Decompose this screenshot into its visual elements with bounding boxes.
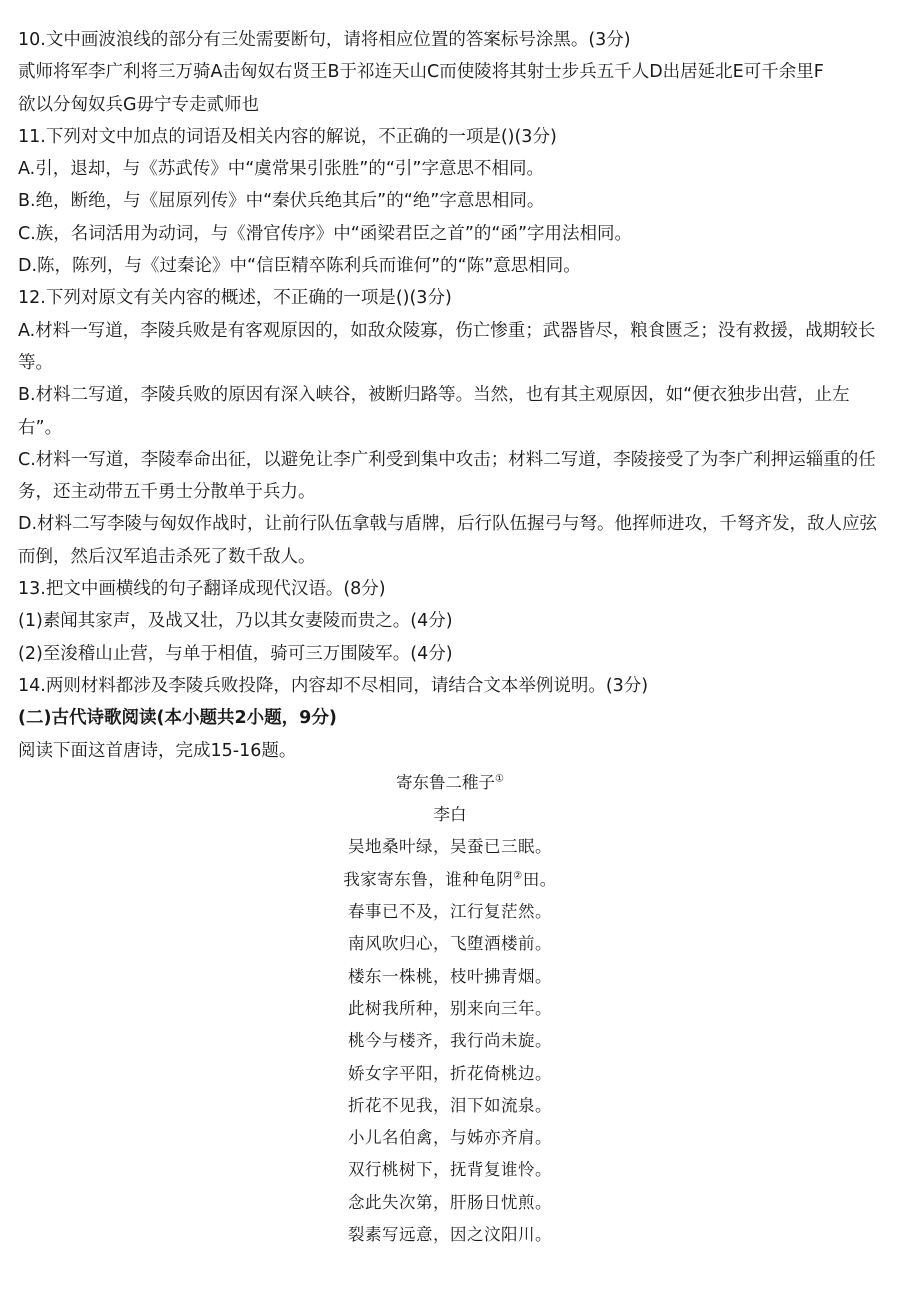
- poem-author: 李白: [433, 805, 467, 825]
- poem-line-2-footnote-mark: ②: [513, 870, 523, 882]
- question-13-sentence-1: (1)素闻其家声，及战又壮，乃以其女妻陵而贵之。(4分): [18, 611, 453, 632]
- question-12-option-a: A.材料一写道，李陵兵败是有客观原因的，如敌众陵寡，伤亡惨重；武器皆尽，粮食匮乏；没有救援，战期较长等。: [18, 320, 876, 373]
- poem-line-7: 桃今与楼齐，我行尚未旋。: [348, 1031, 552, 1051]
- question-11-stem: 11.下列对文中加点的词语及相关内容的解说，不正确的一项是()(3分): [18, 126, 557, 147]
- section-heading: (二)古代诗歌阅读(本小题共2小题，9分): [18, 708, 337, 729]
- poem-line-10: 小儿名伯禽，与姊亦齐肩。: [348, 1128, 552, 1148]
- poem-line-11: 双行桃树下，抚背复谁怜。: [348, 1160, 552, 1180]
- question-13-sentence-2: (2)至浚稽山止营，与单于相值，骑可三万围陵军。(4分): [18, 643, 453, 664]
- question-12-option-d: D.材料二写李陵与匈奴作战时，让前行队伍拿戟与盾牌，后行队伍握弓与弩。他挥师进攻，千弩齐发，敌人应弦而倒，然后汉军追击杀死了数千敌人。: [18, 514, 878, 567]
- poem-line-5: 楼东一株桃，枝叶拂青烟。: [348, 966, 552, 986]
- question-10-text-line-2: 欲以分匈奴兵G毋宁专走贰师也: [18, 94, 260, 115]
- poem-title-footnote-mark: ①: [495, 773, 504, 785]
- poem-line-12: 念此失次第，肝肠日忧煎。: [348, 1192, 552, 1212]
- question-10-stem: 10.文中画波浪线的部分有三处需要断句，请将相应位置的答案标号涂黑。(3分): [18, 30, 631, 50]
- poem-line-3: 春事已不及，江行复茫然。: [348, 902, 552, 922]
- poem-line-2: [18, 864, 882, 896]
- poem-line-13: 裂素写远意，因之汶阳川。: [348, 1224, 552, 1244]
- poem-line-6: 此树我所种，别来向三年。: [348, 998, 552, 1018]
- poem-title: [18, 767, 882, 799]
- question-11-option-c: C.族，名词活用为动词，与《滑官传序》中“函梁君臣之首”的“函”字用法相同。: [18, 223, 633, 244]
- question-12-option-c: C.材料一写道，李陵奉命出征，以避免让李广利受到集中攻击；材料二写道，李陵接受了为李广利押运辎重的任务，还主动带五千勇士分散单于兵力。: [18, 449, 876, 503]
- question-11-option-d: D.陈，陈列，与《过秦论》中“信臣精卒陈利兵而谁何”的“陈”意思相同。: [18, 256, 581, 277]
- question-13-stem: 13.把文中画横线的句子翻译成现代汉语。(8分): [18, 579, 386, 600]
- poem-line-9: 折花不见我，泪下如流泉。: [348, 1095, 552, 1115]
- section-intro: 阅读下面这首唐诗，完成15-16题。: [18, 740, 297, 761]
- question-10-text-line-1: 贰师将军李广利将三万骑A击匈奴右贤王B于祁连天山C而使陵将其射士步兵五千人D出居延北E可千余里F: [18, 62, 824, 83]
- poem-title-text: 寄东鲁二稚子: [396, 772, 496, 792]
- poem-line-2-part-b: 田。: [522, 869, 557, 889]
- poem-line-4: 南风吹归心，飞堕酒楼前。: [348, 934, 552, 954]
- poem-line-8: 娇女字平阳，折花倚桃边。: [348, 1063, 552, 1083]
- poem-line-1: 吴地桑叶绿，吴蚕已三眠。: [348, 837, 552, 857]
- question-12-option-b: B.材料二写道，李陵兵败的原因有深入峡谷，被断归路等。当然，也有其主观原因，如“便衣独步出营，止左右”。: [18, 385, 850, 438]
- question-11-option-b: B.绝，断绝，与《屈原列传》中“秦伏兵绝其后”的“绝”字意思相同。: [18, 191, 545, 212]
- question-11-option-a: A.引，退却，与《苏武传》中“虞常果引张胜”的“引”字意思不相同。: [18, 159, 544, 180]
- question-14-stem: 14.两则材料都涉及李陵兵败投降，内容却不尽相同，请结合文本举例说明。(3分): [18, 675, 649, 696]
- poem-line-2-part-a: 我家寄东鲁，谁种龟阴: [343, 869, 514, 889]
- question-12-stem: 12.下列对原文有关内容的概述，不正确的一项是()(3分): [18, 288, 452, 309]
- poem: [18, 767, 882, 1251]
